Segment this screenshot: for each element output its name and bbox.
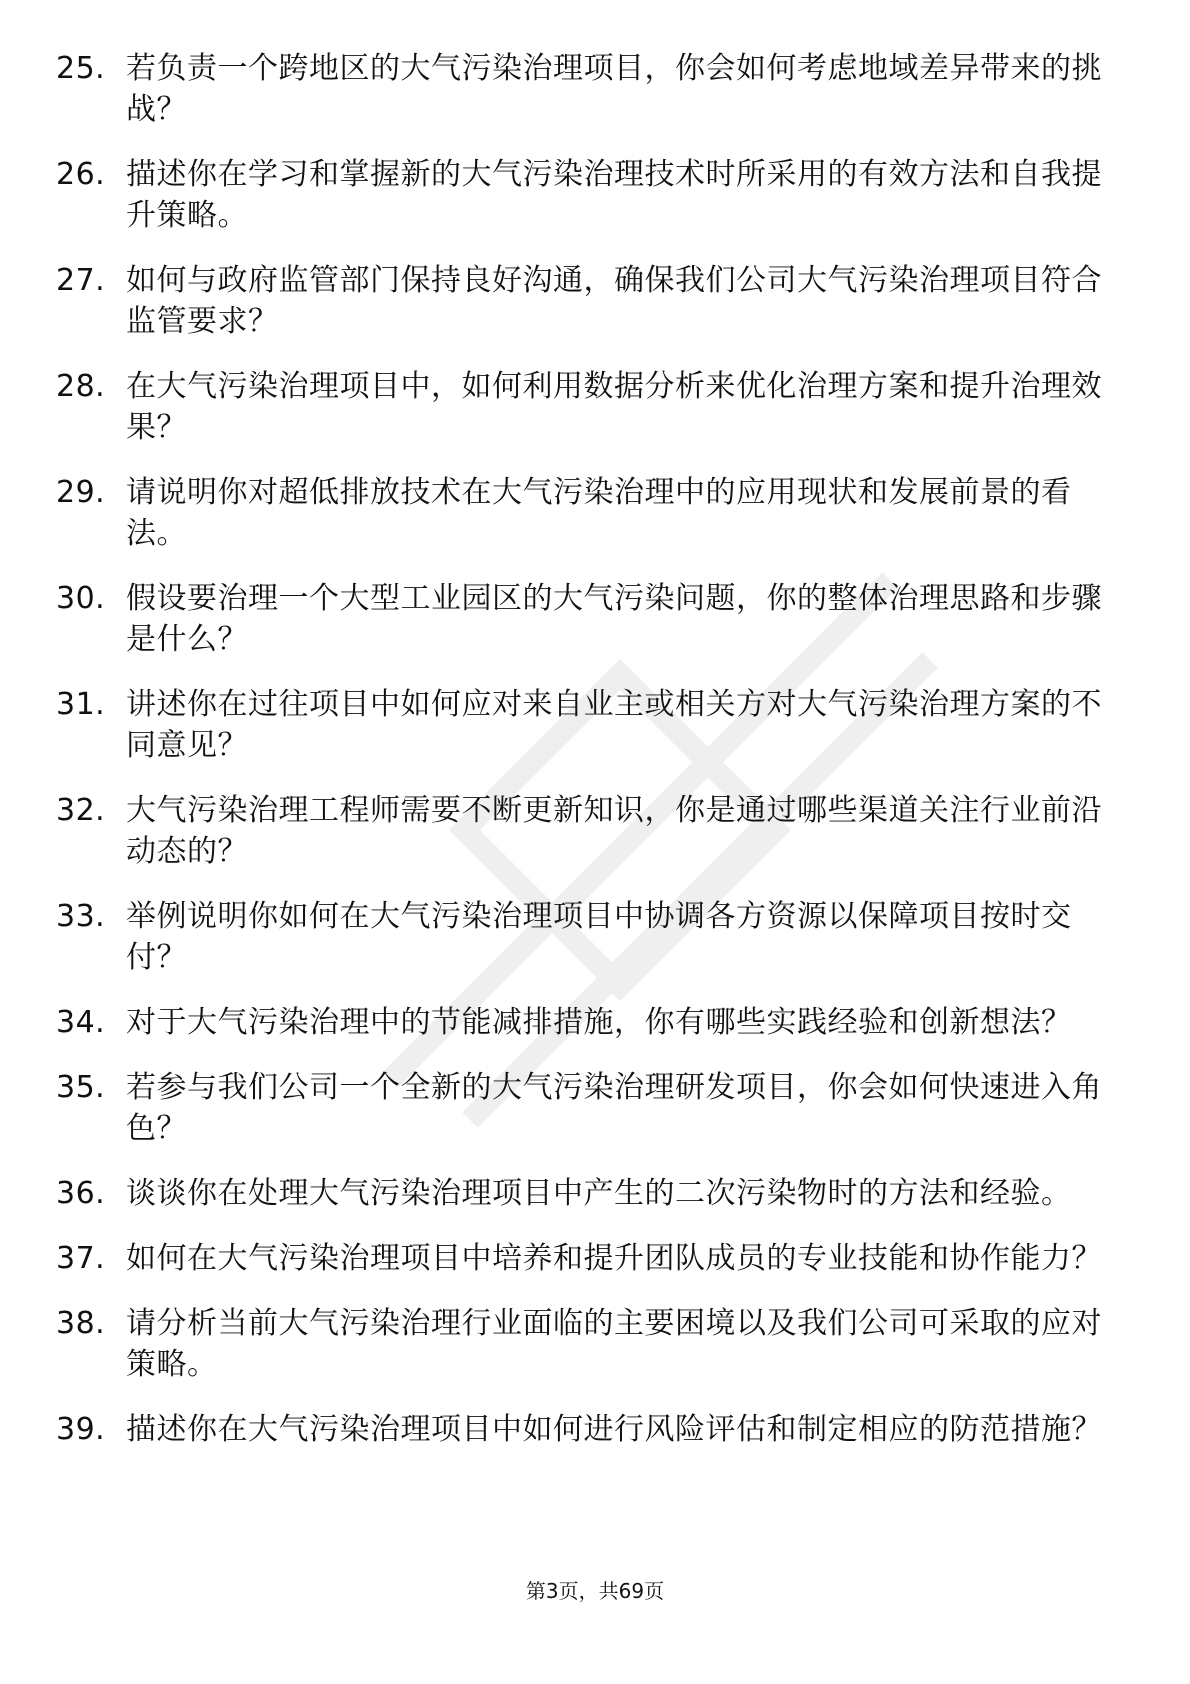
question-item <box>56 48 1116 130</box>
question-number: 35. <box>56 1070 106 1105</box>
question-item <box>56 472 1116 554</box>
question-item <box>56 1303 1116 1385</box>
question-number: 38. <box>56 1306 106 1341</box>
question-text: 若负责一个跨地区的大气污染治理项目，你会如何考虑地域差异带来的挑战？ <box>126 51 1102 127</box>
question-text: 举例说明你如何在大气污染治理项目中协调各方资源以保障项目按时交付？ <box>126 899 1072 975</box>
question-number: 27. <box>56 263 106 298</box>
question-text: 对于大气污染治理中的节能减排措施，你有哪些实践经验和创新想法？ <box>126 1005 1072 1040</box>
question-number: 28. <box>56 369 106 404</box>
question-number: 39. <box>56 1412 106 1447</box>
question-item <box>56 154 1116 236</box>
question-text: 请分析当前大气污染治理行业面临的主要困境以及我们公司可采取的应对策略。 <box>126 1306 1102 1382</box>
question-number: 31. <box>56 687 106 722</box>
question-item <box>56 366 1116 448</box>
question-item <box>56 684 1116 766</box>
question-number: 37. <box>56 1241 106 1276</box>
question-text: 如何在大气污染治理项目中培养和提升团队成员的专业技能和协作能力？ <box>126 1241 1102 1276</box>
question-text: 谈谈你在处理大气污染治理项目中产生的二次污染物时的方法和经验。 <box>126 1176 1072 1211</box>
question-item <box>56 896 1116 978</box>
question-text: 大气污染治理工程师需要不断更新知识，你是通过哪些渠道关注行业前沿动态的？ <box>126 793 1102 869</box>
question-number: 32. <box>56 793 106 828</box>
question-number: 25. <box>56 51 106 86</box>
question-text: 讲述你在过往项目中如何应对来自业主或相关方对大气污染治理方案的不同意见？ <box>126 687 1102 763</box>
question-text: 描述你在大气污染治理项目中如何进行风险评估和制定相应的防范措施？ <box>126 1412 1102 1447</box>
question-text: 在大气污染治理项目中，如何利用数据分析来优化治理方案和提升治理效果？ <box>126 369 1102 445</box>
question-item <box>56 260 1116 342</box>
question-text: 如何与政府监管部门保持良好沟通，确保我们公司大气污染治理项目符合监管要求？ <box>126 263 1102 339</box>
question-list <box>56 48 1116 1474</box>
question-item <box>56 1002 1116 1043</box>
question-item <box>56 1238 1116 1279</box>
page-footer <box>0 1578 1190 1604</box>
question-item <box>56 1067 1116 1149</box>
question-number: 34. <box>56 1005 106 1040</box>
question-number: 30. <box>56 581 106 616</box>
question-number: 33. <box>56 899 106 934</box>
question-item <box>56 1409 1116 1450</box>
question-number: 26. <box>56 157 106 192</box>
question-number: 29. <box>56 475 106 510</box>
question-item <box>56 578 1116 660</box>
question-text: 假设要治理一个大型工业园区的大气污染问题，你的整体治理思路和步骤是什么？ <box>126 581 1102 657</box>
question-item <box>56 790 1116 872</box>
question-text: 请说明你对超低排放技术在大气污染治理中的应用现状和发展前景的看法。 <box>126 475 1072 551</box>
question-number: 36. <box>56 1176 106 1211</box>
page-number-label: 第3页，共69页 <box>525 1579 665 1603</box>
question-item <box>56 1173 1116 1214</box>
question-text: 描述你在学习和掌握新的大气污染治理技术时所采用的有效方法和自我提升策略。 <box>126 157 1102 233</box>
question-text: 若参与我们公司一个全新的大气污染治理研发项目，你会如何快速进入角色？ <box>126 1070 1102 1146</box>
